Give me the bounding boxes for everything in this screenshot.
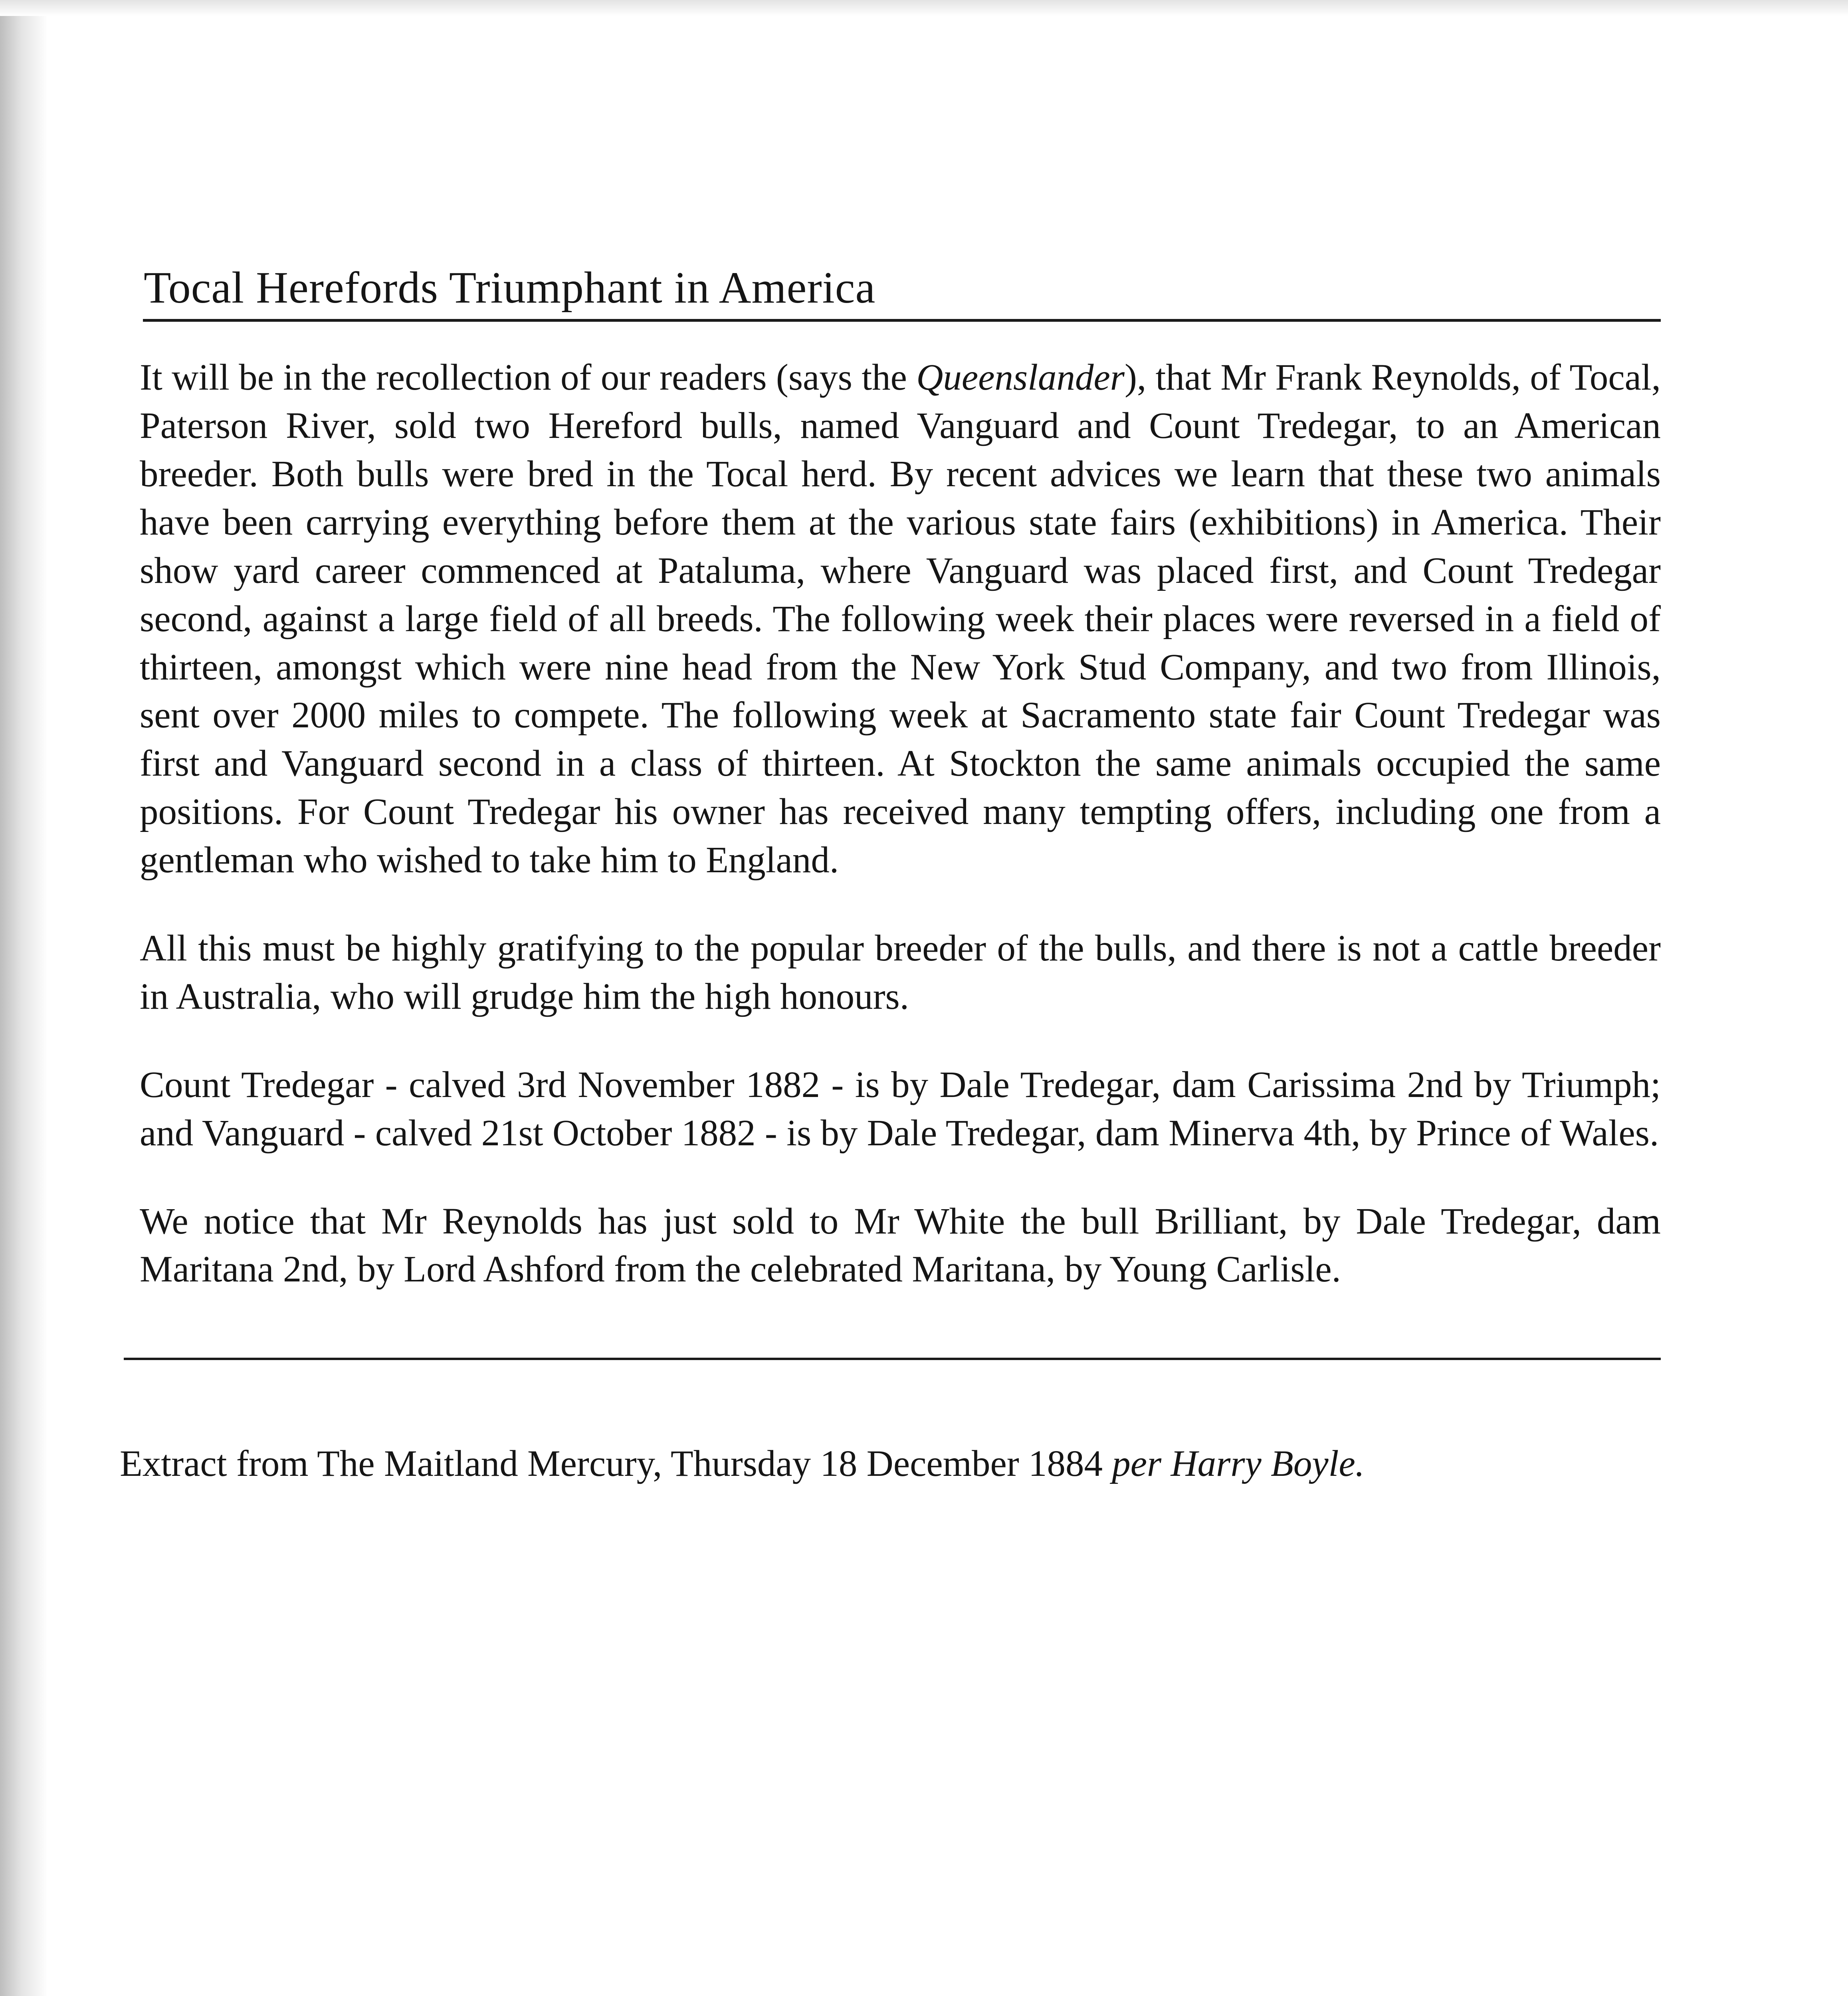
- paragraph-1: [140, 354, 1661, 885]
- source-credit: per Harry Boyle.: [1112, 1443, 1365, 1485]
- section-divider: [124, 1358, 1661, 1360]
- title-underline: [143, 319, 1661, 322]
- paragraph-4: We notice that Mr Reynolds has just sold to Mr White the bull Brilliant, by Dale Tredegar, dam Maritana 2nd, by Lord Ashford from the celebrated Maritana, by Young Carlisle.: [140, 1200, 1661, 1290]
- page-top-edge: [0, 0, 1848, 16]
- paragraph-3: Count Tredegar - calved 3rd November 1882 - is by Dale Tredegar, dam Carissima 2nd by Triumph; and Vanguard - calved 21st October 1882 - is by Dale Tredegar, dam Minerva 4th, by Prince of Wales.: [140, 1064, 1661, 1154]
- source-text: Extract from The Maitland Mercury, Thursday 18 December 1884: [120, 1443, 1112, 1485]
- source-citation: [120, 1440, 1661, 1488]
- article-title: Tocal Herefords Triumphant in America: [144, 263, 876, 313]
- paragraph-2: All this must be highly gratifying to the popular breeder of the bulls, and there is not a cattle breeder in Australia, who will grudge him the high honours.: [140, 927, 1661, 1017]
- paragraph-1-start: It will be in the recollection of our readers (says the: [140, 357, 917, 398]
- paragraph-1-rest: ), that Mr Frank Reynolds, of Tocal, Paterson River, sold two Hereford bulls, named Vanguard and Count Tredegar, to an American breeder. Both bulls were bred in the Tocal herd. By recent advices we learn that these two animals have been carrying everything before them at the various state fairs (exhibitions) in America. Their show yard career commenced at Pataluma, where Vanguard was placed first, and Count Tredegar second, against a large field of all breeds. The following week their places were reversed in a field of thirteen, amongst which were nine head from the New York Stud Company, and two from Illinois, sent over 2000 miles to compete. The following week at Sacramento state fair Count Tredegar was first and Vanguard second in a class of thirteen. At Stockton the same animals occupied the same positions. For Count Tredegar his owner has received many tempting offers, including one from a gentleman who wished to take him to England.: [140, 357, 1661, 881]
- book-spine-shadow: [0, 0, 48, 1996]
- page-content: [120, 240, 1661, 1525]
- newspaper-name: Queenslander: [916, 357, 1125, 398]
